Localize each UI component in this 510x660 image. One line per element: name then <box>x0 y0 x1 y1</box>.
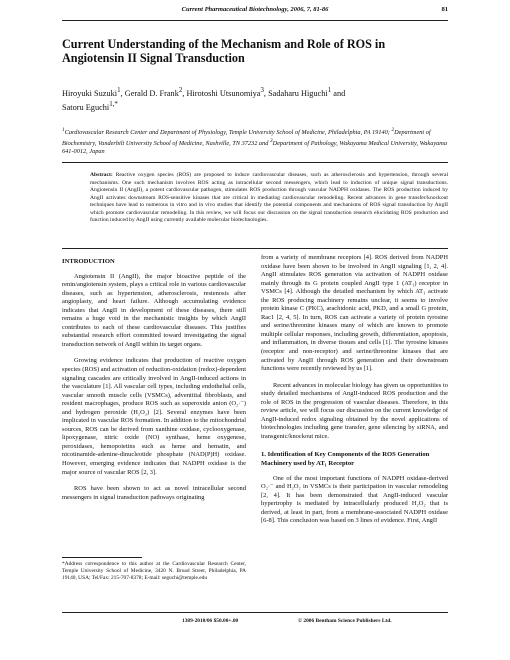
affiliation-mark: 2 <box>391 127 395 133</box>
section-heading-introduction: INTRODUCTION <box>62 258 115 265</box>
correspondence-footnote: *Address correspondence to this author at the Cardiovascular Research Center, Temple University School of Medicine, 3420 N. Broad Street, Philadelphia, PA 19140, USA; Tel/Fax: 215-707-8378; E-mail: seguchi@temple.edu <box>62 561 246 581</box>
affiliation-mark: 3 <box>269 138 273 145</box>
header-rule <box>62 20 448 21</box>
author-affiliation-mark: 1 <box>117 87 121 94</box>
page-number: 81 <box>441 6 448 13</box>
author-name: Satoru Eguchi <box>62 102 110 112</box>
abstract <box>90 172 448 225</box>
author-list <box>62 85 448 113</box>
journal-citation: Current Pharmaceutical Biotechnology, 2006, 7, 81-86 <box>181 6 329 13</box>
left-column <box>62 254 246 510</box>
page-footer <box>62 618 448 628</box>
author-separator: , <box>120 88 125 98</box>
section-heading-1: 1. Identification of Key Components of the ROS Generation Machinery used by AT₁ Receptor <box>261 451 430 468</box>
body-paragraph: One of the most important functions of NADPH oxidase-derived O₂·⁻ and H₂O₂ in VSMCs is their participation in vascular remodeling [2, 4]. It has been demonstrated that AngII-induced vascular hypertrophy is mediated by intracellularly produced H₂O₂ that is derived, at least in part, from a membrane-associated NADPH oxidase [6-8]. This conclusion was based on 3 lines of evidence. First, AngII <box>261 474 448 525</box>
running-header <box>62 6 448 18</box>
abstract-top-rule <box>62 162 448 163</box>
abstract-text: Reactive oxygen species (ROS) are proposed to induce cardiovascular diseases, such as atherosclerosis and hypertension, through several mechanisms. One such mechanism involves ROS acting as intracellular second messengers, which lead to induction of unique signal transductions. Angiotensin II (AngII), a potent cardiovascular pathogen, stimulates ROS production through vascular NADPH oxidases. The ROS production induced by AngII activates downstream ROS-sensitive kinases that are critical in mediating cardiovascular remodeling. Recent advances in gene transfer/knockout techniques have lead to numerous in vitro and in vivo studies that identify the potential components and mechanisms of ROS signal transduction by AngII which promote cardiovascular remodeling. In this review, we will focus our discussion on the signal transduction research elucidating ROS production and function induced by AngII using currently available molecular biotechnologies. <box>90 172 448 223</box>
author-affiliation-mark: 1 <box>327 87 332 94</box>
abstract-bottom-rule <box>62 248 448 249</box>
author-name: Gerald D. Frank <box>124 88 179 98</box>
affiliation-text: Cardiovascular Research Center and Department of Physiology, Temple University School of Medicine, Philadelphia, PA 19140; <box>64 129 392 137</box>
author-name: Sadaharu Higuchi <box>268 88 328 98</box>
abstract-label: Abstract: <box>90 172 113 178</box>
affiliation-text: Department of Pathology, Wakayama Medical University, Wakayama 641-0012, Japan <box>62 140 447 156</box>
body-paragraph: ROS have been shown to act as novel intracellular second messengers in signal transduction pathways originating <box>62 485 246 501</box>
author-separator: , <box>182 88 187 98</box>
author-separator: and <box>331 88 346 98</box>
affiliation-mark: 1 <box>62 127 65 133</box>
author-affiliation-mark: 3 <box>260 87 264 94</box>
author-separator: , <box>263 88 269 98</box>
affiliation-text: Department of Biochemistry, Vanderbilt University School of Medicine, Nashville, TN 37232 and <box>62 129 431 148</box>
issn-price: 1389-2010/06 $50.00+.00 <box>182 618 239 624</box>
author-name: Hirotoshi Utsunomiya <box>186 88 261 98</box>
affiliations <box>62 126 448 156</box>
footer-rule <box>62 612 448 613</box>
body-paragraph: Recent advances in molecular biology has given us opportunities to study detailed mechanisms of AngII-induced ROS production and the role of ROS in the progression of vascular diseases. Therefore, in this review article, we will focus our discussion on the current knowledge of AngII-induced redox signaling obtained by the novel applications of biotechnologies including gene transfer, gene silencing by siRNA, and transgenic/knockout mice. <box>261 381 448 440</box>
author-affiliation-mark: 1,* <box>109 100 118 108</box>
author-name: Hiroyuki Suzuki <box>62 88 118 98</box>
body-paragraph: Growing evidence indicates that production of reactive oxygen species (ROS) and activation of reduction-oxidation (redox)-dependent signaling cascades are critically involved in AngII-induced actions in the vasculature [1]. All vascular cell types, including endothelial cells, vascular smooth muscle cells (VSMCs), adventitial fibroblasts, and resident macrophages, produce ROS such as superoxide anion (O₂·⁻) and hydrogen peroxide (H₂O₂) [2]. Several enzymes have been implicated in vascular ROS formation. In addition to the mitochondrial sources, ROS can be derived from xanthine oxidase, cyclooxygenase, lipoxygenase, nitric oxide (NO) synthase, heme oxygenese, peroxidases, hemopoietins such as heme and hematin, and nicotinamide-adenine-dinucleotide phosphate (NAD(P)H) oxidase. However, emerging evidence indicates that NADPH oxidase is the major source of vascular ROS [2, 3]. <box>62 357 246 476</box>
right-column <box>261 254 448 534</box>
article-title: Current Understanding of the Mechanism and Role of ROS in Angiotensin II Signal Transduction <box>62 37 386 65</box>
body-paragraph: Angiotensin II (AngII), the major bioactive peptide of the renin/angiotensin system, plays a critical role in various cardiovascular diseases, such as hypertension, atherosclerosis, restenosis after angioplasty, and heart failure. Although accumulating evidence indicates that AngII in development of these diseases, there still remains a huge void in the mechanistic insights by which AngII contributes to each of these cardiovascular diseases. This justifies substantial research effort committed toward investigating the signal transduction network of AngII within its target organs. <box>62 272 246 348</box>
author-affiliation-mark: 2 <box>178 87 183 94</box>
publisher-copyright: © 2006 Bentham Science Publishers Ltd. <box>298 618 392 624</box>
footnote-separator <box>62 557 142 558</box>
body-paragraph: from a variety of membrane receptors [4]. ROS derived from NADPH oxidase have been shown to be involved in AngII signaling [1, 2, 4]. AngII stimulates ROS generation via activation of NADPH oxidase mainly through its G protein coupled AngII type 1 (AT₁) receptor in VSMCs [4]. Although the detailed mechanism by which AT₁ activate the ROS producing machinery remains unclear, it seems to involve protein kinase C (PKC), arachidonic acid, PKD, and a small G protein, Rac1 [2, 4, 5]. In turn, ROS can activate a variety of protein tyrosine and serine/threonine kinases many of which are known to promote multiple cellular responses, including growth, differentiation, apoptosis, and inflammation, in diverse tissues and cells [1]. The tyrosine kinases (receptor and non-receptor) and serine/threonine kinases that are activated by AngII through ROS generation and their downstream functions were recently reviewed by us [1]. <box>261 254 448 373</box>
